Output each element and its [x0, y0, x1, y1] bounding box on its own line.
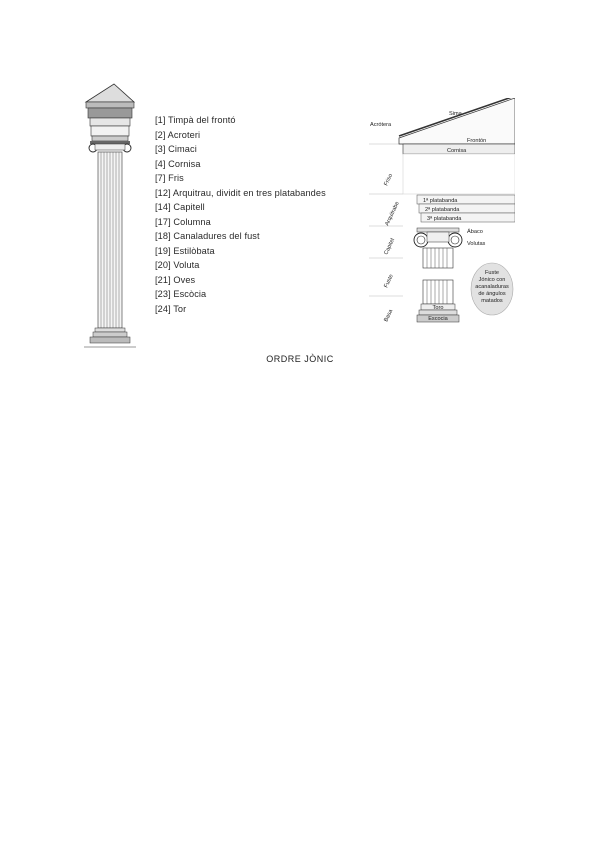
- label-fuste-note-1: Fuste: [485, 270, 499, 276]
- legend-item: [21] Oves: [155, 274, 196, 285]
- label-arquitrabe: Arquitrabe: [384, 200, 401, 227]
- label-plat3: 3ª platabanda: [427, 216, 462, 222]
- label-fuste: Fuste: [383, 273, 395, 289]
- legend-item: [12] Arquitrau, dividit en tres platabandes: [155, 187, 326, 198]
- legend-item: [19] Estilòbata: [155, 245, 215, 256]
- label-friso: Friso: [383, 173, 395, 187]
- label-escocia: Escocia: [428, 316, 448, 322]
- ionic-column-drawing: [80, 80, 140, 360]
- label-acrotera: Acrótera: [370, 122, 392, 128]
- legend-item: [4] Cornisa: [155, 158, 201, 169]
- label-fuste-note-2: Jónico con: [478, 277, 506, 283]
- label-cornisa: Cornisa: [447, 148, 467, 154]
- legend-item: [1] Timpà del frontó: [155, 115, 236, 125]
- legend-item: [23] Escòcia: [155, 289, 207, 299]
- legend-item: [7] Fris: [155, 173, 184, 183]
- legend-list: [155, 113, 360, 316]
- legend-item: [2] Acroteri: [155, 129, 201, 140]
- label-capitel: Capitel: [383, 237, 397, 256]
- label-fuste-note-3: acanaladuras: [475, 284, 509, 290]
- label-plat2: 2ª platabanda: [425, 207, 460, 213]
- legend-item: [3] Cimaci: [155, 144, 197, 154]
- label-plat1: 1ª platabanda: [423, 198, 458, 204]
- legend-item: [18] Canaladures del fust: [155, 231, 260, 241]
- label-sima: Sima: [449, 111, 462, 117]
- label-fuste-note-4: de ángulos: [478, 291, 506, 297]
- label-fronton: Frontón: [467, 138, 487, 144]
- ionic-order-svg: [369, 98, 515, 326]
- legend-item: [24] Tor: [155, 303, 187, 314]
- label-basa: Basa: [383, 308, 395, 323]
- legend-item: [20] Voluta: [155, 260, 200, 270]
- label-toro: Toro: [432, 305, 444, 311]
- legend-item: [17] Columna: [155, 216, 211, 227]
- label-volutas: Volutas: [467, 241, 486, 247]
- ionic-order-diagram: [369, 98, 515, 326]
- legend-item: [14] Capitell: [155, 202, 205, 212]
- label-abaco: Ábaco: [467, 229, 483, 235]
- figure-caption: ORDRE JÒNIC: [266, 354, 334, 364]
- ionic-column-svg: [80, 80, 140, 360]
- label-fuste-note-5: matados: [481, 298, 503, 304]
